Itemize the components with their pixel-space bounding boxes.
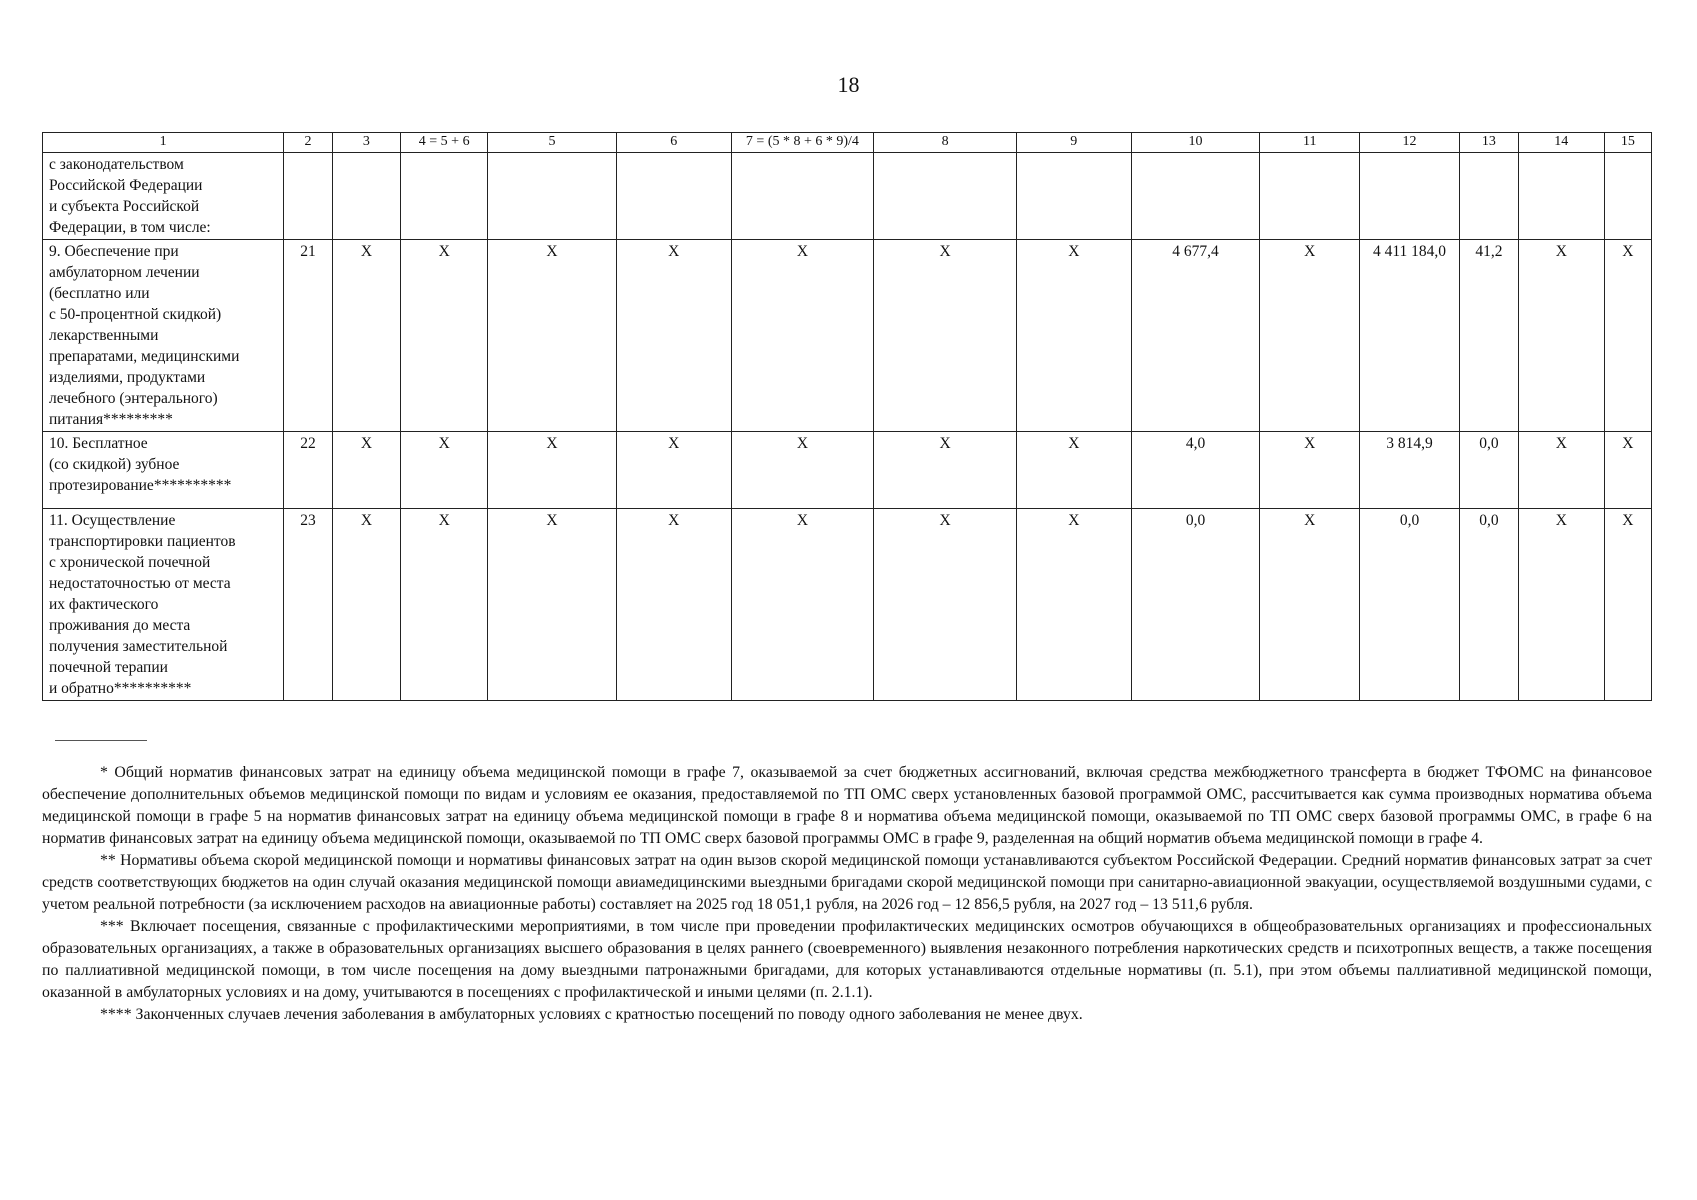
table-cell xyxy=(488,153,617,240)
table-cell xyxy=(1131,153,1260,240)
table-cell: Х xyxy=(401,509,488,701)
table-row xyxy=(43,432,1652,509)
column-header: 9 xyxy=(1016,133,1131,153)
column-header: 10 xyxy=(1131,133,1260,153)
table-cell: Х xyxy=(616,509,731,701)
footnote: **** Законченных случаев лечения заболевания в амбулаторных условиях с кратностью посещений по поводу одного заболевания не менее двух. xyxy=(100,1006,1083,1023)
table-cell: Х xyxy=(874,509,1017,701)
column-header: 1 xyxy=(43,133,284,153)
table-cell: 10. Бесплатное (со скидкой) зубное протезирование********** xyxy=(43,432,284,509)
table-cell: 0,0 xyxy=(1459,432,1518,509)
table-cell: Х xyxy=(1016,509,1131,701)
table-cell: Х xyxy=(874,432,1017,509)
table-cell xyxy=(874,153,1017,240)
footnote: ** Нормативы объема скорой медицинской помощи и нормативы финансовых затрат на один вызов скорой медицинской помощи устанавливаются субъектом Российской Федерации. Средний норматив финансовых затрат за счет средств соответствующих бюджетов на один случай оказания медицинской помощи авиамедицинскими выездными бригадами скорой медицинской помощи при санитарно-авиационной эвакуации, осуществляемой воздушными судами, с учетом реальной потребности (за исключением расходов на авиационные работы) составляет на 2025 год 18 051,1 рубля, на 2026 год – 12 856,5 рубля, на 2027 год – 13 511,6 рубля. xyxy=(42,852,1652,913)
table-cell: Х xyxy=(731,240,874,432)
table-cell: Х xyxy=(1260,509,1360,701)
table-cell: Х xyxy=(1016,432,1131,509)
column-header: 6 xyxy=(616,133,731,153)
column-header: 4 = 5 + 6 xyxy=(401,133,488,153)
table-cell xyxy=(616,153,731,240)
table-cell: Х xyxy=(1518,432,1604,509)
table-cell: 0,0 xyxy=(1131,509,1260,701)
table-row xyxy=(43,240,1652,432)
table-cell: Х xyxy=(1260,432,1360,509)
table-cell: Х xyxy=(1260,240,1360,432)
column-header: 2 xyxy=(284,133,332,153)
table-cell: Х xyxy=(401,432,488,509)
table-cell: Х xyxy=(731,432,874,509)
column-header: 8 xyxy=(874,133,1017,153)
table-cell xyxy=(1604,153,1651,240)
table-row xyxy=(43,153,1652,240)
column-header: 5 xyxy=(488,133,617,153)
footnotes xyxy=(42,762,1652,1026)
table-cell: 23 xyxy=(284,509,332,701)
table-cell: Х xyxy=(1518,240,1604,432)
table-cell: 4,0 xyxy=(1131,432,1260,509)
table-cell xyxy=(1360,153,1460,240)
table-cell: Х xyxy=(488,509,617,701)
footnote-separator xyxy=(55,740,147,741)
table-cell: Х xyxy=(1016,240,1131,432)
table-cell xyxy=(401,153,488,240)
table-cell: 41,2 xyxy=(1459,240,1518,432)
table-cell: Х xyxy=(616,432,731,509)
table-cell: Х xyxy=(401,240,488,432)
table-cell: Х xyxy=(1518,509,1604,701)
table-cell xyxy=(1518,153,1604,240)
page-number: 18 xyxy=(837,72,860,97)
table-cell: 0,0 xyxy=(1459,509,1518,701)
table-cell: 4 411 184,0 xyxy=(1360,240,1460,432)
column-header: 13 xyxy=(1459,133,1518,153)
table-cell: 4 677,4 xyxy=(1131,240,1260,432)
table-cell: Х xyxy=(488,240,617,432)
table-cell: Х xyxy=(332,432,401,509)
table-cell: Х xyxy=(1604,432,1651,509)
column-header: 14 xyxy=(1518,133,1604,153)
table-cell: 11. Осуществление транспортировки пациентов с хронической почечной недостаточностью от места их фактического проживания до места получения заместительной почечной терапии и обратно********** xyxy=(43,509,284,701)
table-cell: Х xyxy=(488,432,617,509)
table-cell xyxy=(332,153,401,240)
column-header: 15 xyxy=(1604,133,1651,153)
table-cell: 9. Обеспечение при амбулаторном лечении (бесплатно или с 50-процентной скидкой) лекарственными препаратами, медицинскими изделиями, продуктами лечебного (энтерального) питания********* xyxy=(43,240,284,432)
table-cell: Х xyxy=(874,240,1017,432)
data-table xyxy=(42,132,1652,701)
table-cell xyxy=(731,153,874,240)
table-cell: 0,0 xyxy=(1360,509,1460,701)
table-cell xyxy=(1016,153,1131,240)
column-header: 11 xyxy=(1260,133,1360,153)
table-cell xyxy=(1459,153,1518,240)
column-header: 3 xyxy=(332,133,401,153)
column-header: 7 = (5 * 8 + 6 * 9)/4 xyxy=(731,133,874,153)
table-cell: 21 xyxy=(284,240,332,432)
footnote: *** Включает посещения, связанные с профилактическими мероприятиями, в том числе при проведении профилактических медицинских осмотров обучающихся в общеобразовательных организациях и профессиональных образовательных организациях, а также в образовательных организациях высшего образования в целях раннего (своевременного) выявления незаконного потребления наркотических средств и психотропных веществ, а также посещения по паллиативной медицинской помощи, в том числе посещения на дому выездными патронажными бригадами, для которых устанавливаются отдельные нормативы (п. 5.1), при этом объемы паллиативной медицинской помощи, оказанной в амбулаторных условиях и на дому, учитываются в посещениях с профилактической и иными целями (п. 2.1.1). xyxy=(42,918,1652,1001)
table-cell xyxy=(1260,153,1360,240)
table-cell xyxy=(284,153,332,240)
column-header: 12 xyxy=(1360,133,1460,153)
table-cell: Х xyxy=(616,240,731,432)
table-cell: 3 814,9 xyxy=(1360,432,1460,509)
table-cell: Х xyxy=(1604,509,1651,701)
table-header-row xyxy=(43,133,1652,153)
table-cell: 22 xyxy=(284,432,332,509)
table-cell: Х xyxy=(332,240,401,432)
footnote: * Общий норматив финансовых затрат на единицу объема медицинской помощи в графе 7, оказываемой за счет бюджетных ассигнований, включая средства межбюджетного трансферта в бюджет ТФОМС на финансовое обеспечение дополнительных объемов медицинской помощи по видам и условиям ее оказания, предоставляемой по ТП ОМС сверх установленных базовой программой ОМС, рассчитывается как сумма производных норматива объема медицинской помощи в графе 5 на норматив финансовых затрат на единицу объема медицинской помощи в графе 8 и норматива объема медицинской помощи, оказываемой по ТП ОМС сверх базовой программы ОМС, в графе 6 на норматив финансовых затрат на единицу объема медицинской помощи, оказываемой по ТП ОМС сверх базовой программы ОМС в графе 9, разделенная на общий норматив объема медицинской помощи в графе 4. xyxy=(42,764,1652,847)
table-row xyxy=(43,509,1652,701)
table-cell: Х xyxy=(332,509,401,701)
table-cell: Х xyxy=(1604,240,1651,432)
table-cell: Х xyxy=(731,509,874,701)
table-cell: с законодательством Российской Федерации и субъекта Российской Федерации, в том числе: xyxy=(43,153,284,240)
